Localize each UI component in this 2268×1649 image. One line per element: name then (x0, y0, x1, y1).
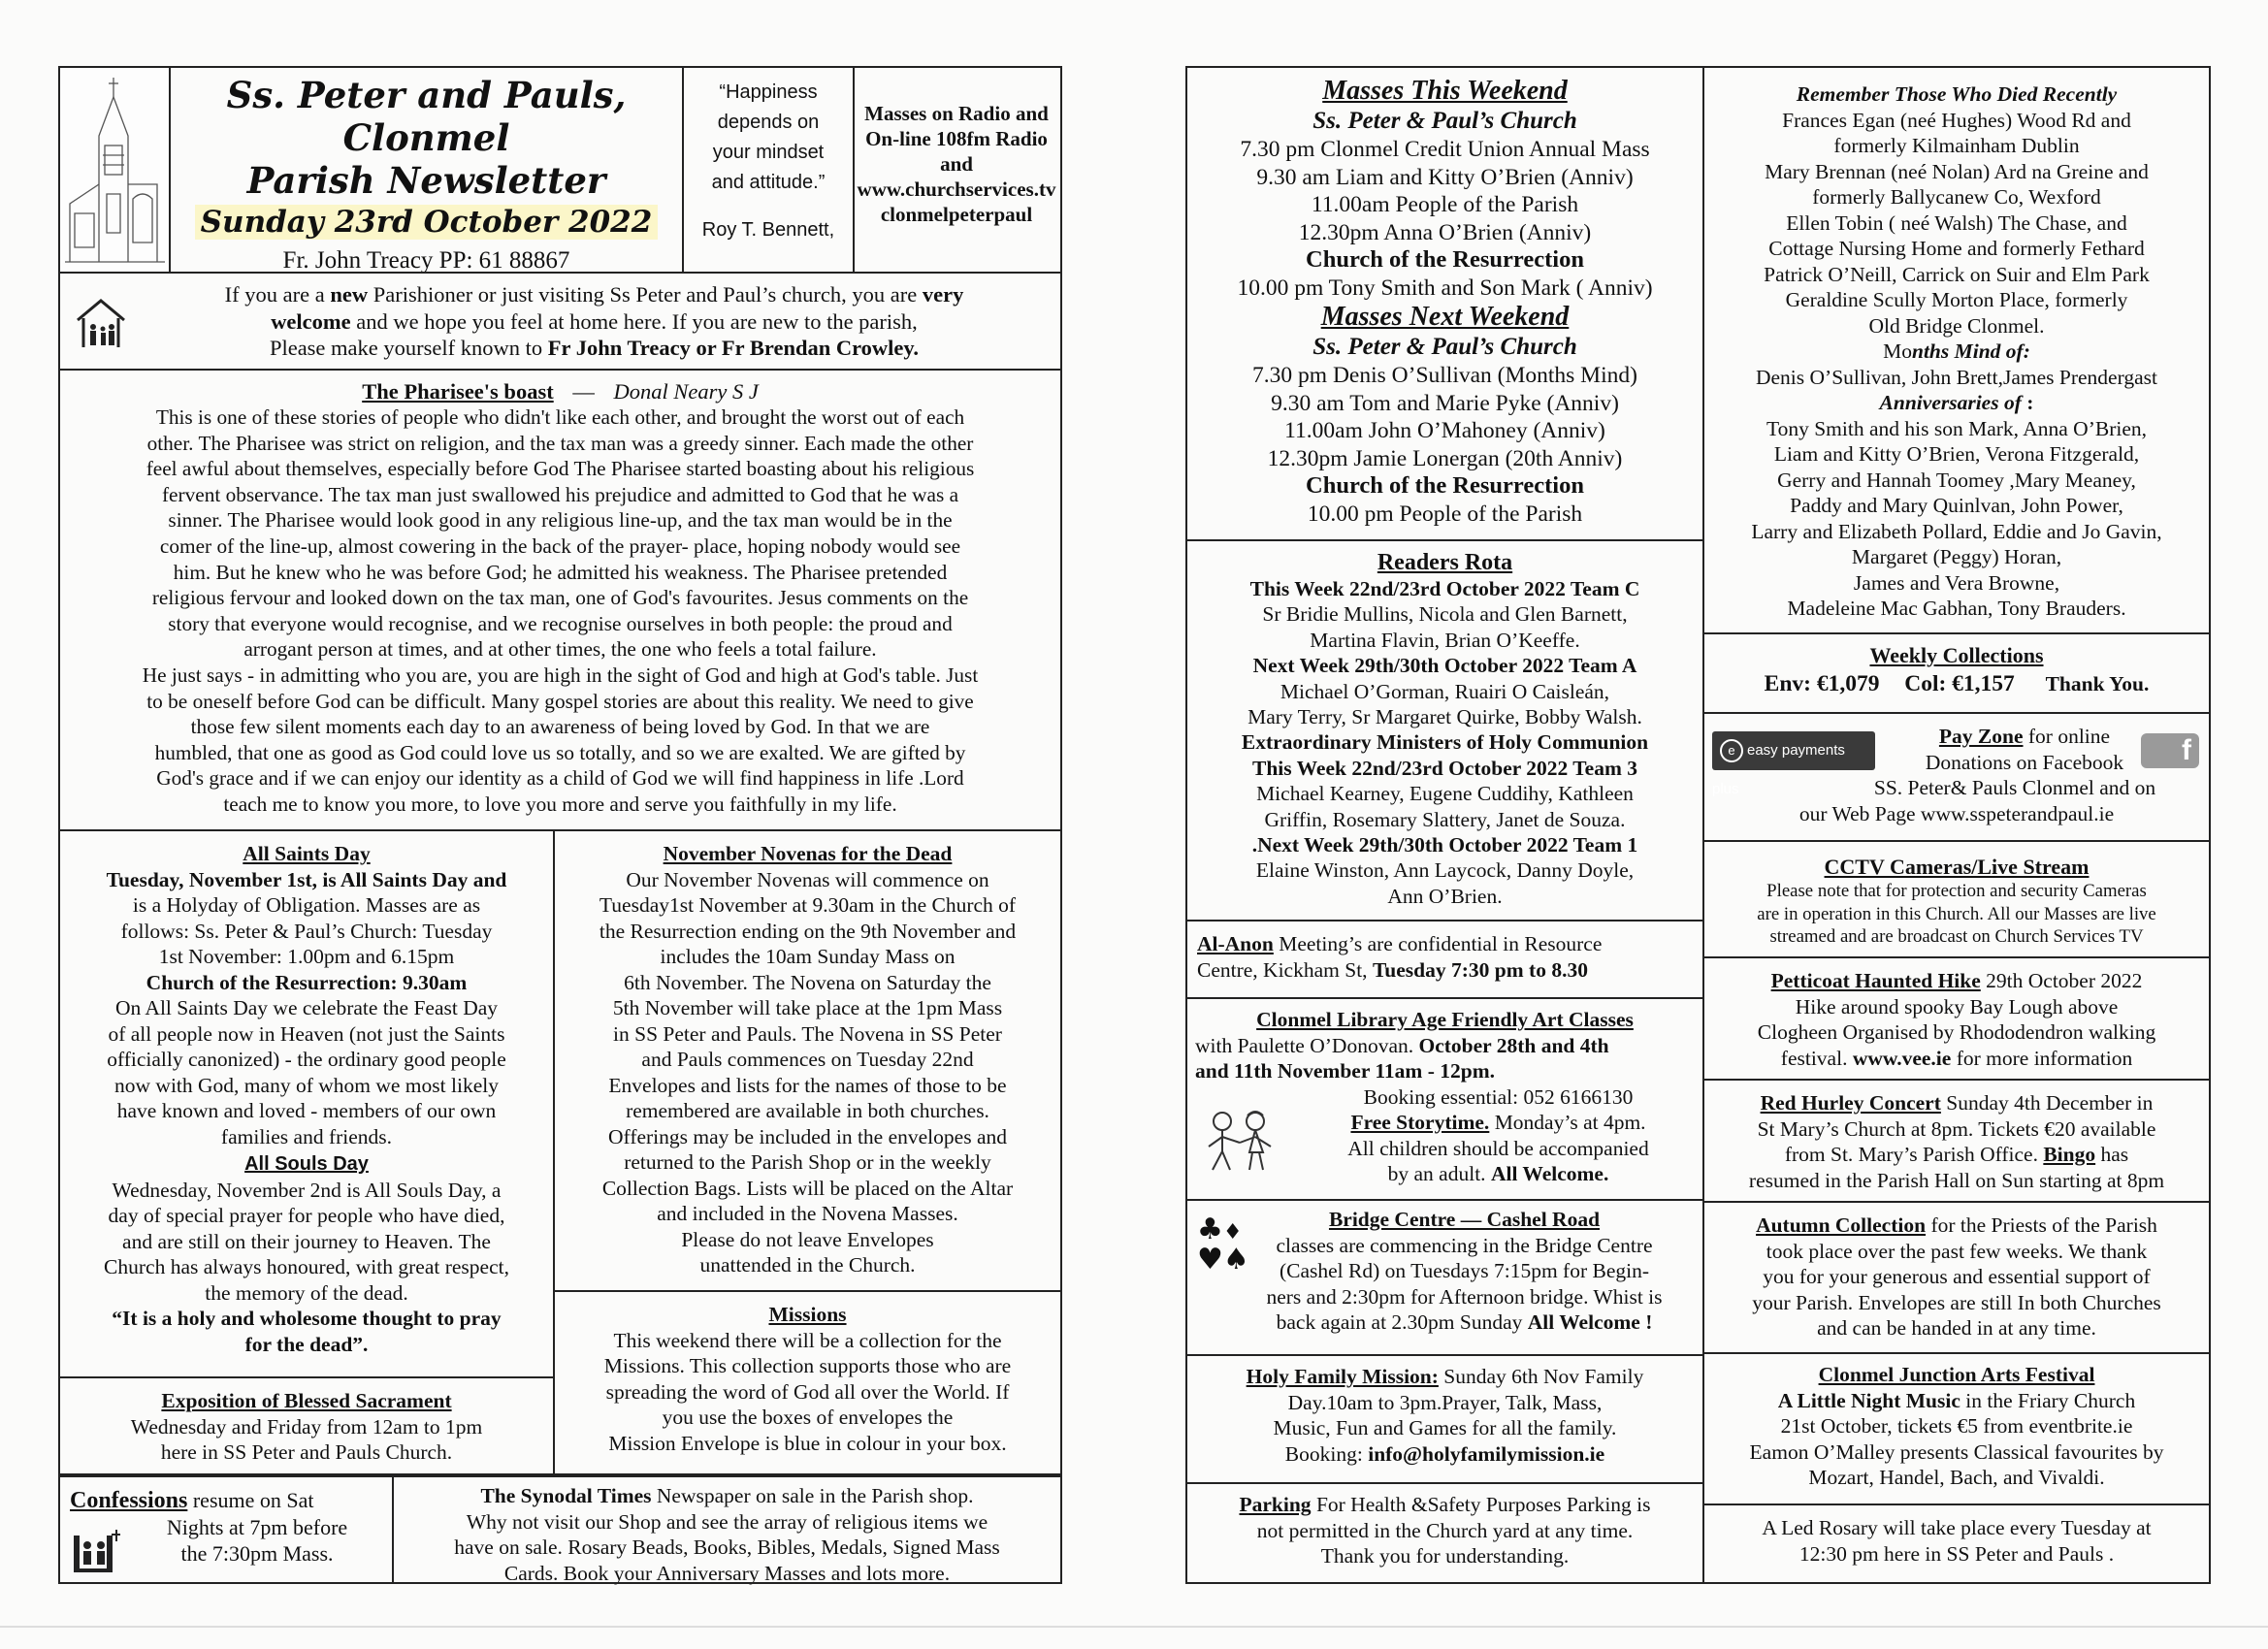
readers-line: Extraordinary Ministers of Holy Communion (1241, 730, 1649, 755)
article-line: fervent observance. The tax man just swallowed his prejudice and admitted to God that he was a (161, 482, 959, 506)
remember-line: Frances Egan (neé Hughes) Wood Rd and (1782, 108, 2131, 132)
novenas-line: Tuesday1st November at 9.30am in the Church of (599, 893, 1017, 917)
welcome-text-part: welcome (271, 308, 351, 334)
petticoat-text: 29th October 2022 (1980, 969, 2143, 992)
junction-title: Clonmel Junction Arts Festival (1818, 1363, 2095, 1386)
mass-line: 11.00am People of the Parish (1311, 192, 1579, 217)
payzone-website: our Web Page www.sspeterandpaul.ie (1798, 801, 2115, 825)
petticoat-box (1702, 956, 2211, 1081)
remember-line: Ellen Tobin ( neé Walsh) The Chase, and (1786, 210, 2127, 235)
missions-line: Missions. This collection supports those who are (603, 1354, 1012, 1377)
mass-line: 9.30 am Tom and Marie Pyke (Anniv) (1271, 390, 1619, 416)
church-name: Ss. Peter & Paul’s Church (1312, 334, 1577, 360)
radio-line: clonmelpeterpaul (880, 203, 1033, 226)
anniversary-line: Liam and Kitty O’Brien, Verona Fitzgerald, (1773, 442, 2140, 466)
masses-next-title: Masses Next Weekend (1320, 302, 1570, 332)
junction-text: Mozart, Handel, Bach, and Vivaldi. (1808, 1466, 2105, 1489)
mass-line: 7.30 pm Clonmel Credit Union Annual Mass (1240, 137, 1650, 162)
novenas-line: unattended in the Church. (699, 1253, 916, 1277)
cctv-line: streamed and are broadcast on Church Services TV (1769, 926, 2144, 947)
remember-box (1702, 66, 2211, 634)
diamond-icon: ♦ (1222, 1220, 1243, 1245)
petticoat-title: Petticoat Haunted Hike (1770, 969, 1981, 992)
collections-thanks: Thank You. (2045, 672, 2150, 695)
readers-line: This Week 22nd/23rd October 2022 Team 3 (1251, 756, 1637, 780)
all-souls-line: the memory of the dead. (205, 1280, 408, 1305)
novenas-line: 6th November. The Novena on Saturday the (624, 970, 991, 994)
exposition-title: Exposition of Blessed Sacrament (161, 1389, 452, 1412)
parking-text: not permitted in the Church yard at any time. (1256, 1518, 1634, 1542)
envelope-total: Env: €1,079 (1764, 671, 1880, 696)
petticoat-website: www.vee.ie (1852, 1046, 1952, 1070)
all-souls-line: Wednesday, November 2nd is All Souls Day, a (112, 1178, 502, 1202)
easy-payments-badge (1712, 731, 1875, 798)
church-illustration (60, 68, 171, 272)
article-body (60, 404, 1060, 818)
cctv-line: Please note that for protection and security Cameras (1766, 881, 2147, 901)
quote-author: Roy T. Bennett, (701, 219, 835, 241)
article-line: This is one of these stories of people who didn't like each other, and brought the worst out of each (155, 405, 965, 429)
parking-title: Parking (1239, 1493, 1312, 1516)
junction-text: Eamon O’Malley presents Classical favourites by (1749, 1439, 2164, 1464)
readers-line: Michael Kearney, Eugene Cuddihy, Kathleen (1256, 782, 1634, 806)
all-souls-line: and are still on their journey to Heaven. The (122, 1229, 491, 1253)
payzone-box (1702, 712, 2211, 842)
mass-line: 10.00 pm Tony Smith and Son Mark ( Anniv) (1237, 275, 1653, 301)
contact-pp: Fr. John Treacy PP: 61 88867 (282, 247, 570, 274)
article-line: He just says - in admitting who you are, you are high in the sight of God and high at God's table. Just (142, 663, 979, 687)
readers-line: Martina Flavin, Brian O’Keeffe. (1310, 628, 1580, 652)
quote-area (684, 68, 855, 272)
collections-box (1702, 632, 2211, 714)
children-icon (1201, 1108, 1279, 1176)
autumn-text: took place over the past few weeks. We thank (1766, 1239, 2148, 1263)
library-text: Booking essential: 052 6166130 (1363, 1084, 1634, 1109)
hurley-text: St Mary’s Church at 8pm. Tickets €20 available (1757, 1116, 2156, 1141)
confessions-text: Nights at 7pm before (166, 1515, 348, 1539)
bridge-box (1185, 1199, 1704, 1356)
novenas-line: Offerings may be included in the envelopes and (608, 1124, 1007, 1148)
scan-edge (0, 1626, 2268, 1628)
readers-line: Elaine Winston, Ann Laycock, Danny Doyle, (1255, 858, 1635, 883)
readers-line: Next Week 29th/30th October 2022 Team A (1252, 654, 1637, 678)
facebook-icon: f (2141, 733, 2199, 768)
payzone-text: SS. Peter& Pauls Clonmel and on (1873, 776, 2156, 799)
library-title: Clonmel Library Age Friendly Art Classes (1256, 1008, 1634, 1031)
radio-info (855, 68, 1058, 272)
title-dash: — (572, 379, 595, 404)
parish-title-area (171, 68, 684, 272)
radio-line: Masses on Radio and (864, 102, 1049, 125)
quote-line: your mindset (712, 142, 825, 163)
welcome-text-part: Please make yourself known to (269, 336, 548, 360)
holy-family-text: Music, Fun and Games for all the family. (1273, 1416, 1617, 1439)
novenas-line: returned to the Parish Shop or in the weekly (624, 1150, 991, 1174)
exposition-box (58, 1376, 555, 1475)
all-saints-line: 1st November: 1.00pm and 6.15pm (158, 945, 455, 968)
library-welcome: All Welcome. (1490, 1162, 1609, 1185)
welcome-text-part: If you are a (224, 282, 331, 307)
anniversary-line: James and Vera Browne, (1853, 570, 2060, 595)
article-line: feel awful about themselves, especially before God The Pharisee started boasting about his religious (146, 457, 975, 481)
missions-title: Missions (768, 1303, 847, 1326)
junction-text: 21st October, tickets €5 from eventbrite.ie (1780, 1414, 2133, 1438)
months-mind-title: nths Mind of: (1912, 340, 2030, 363)
quote-line: and attitude.” (711, 172, 826, 193)
hurley-text: Sunday 4th December in (1940, 1091, 2154, 1115)
easy-payments-label: easy payments plus (1712, 742, 1845, 798)
header-block (58, 66, 1062, 274)
all-saints-title: All Saints Day (243, 842, 371, 865)
al-anon-title: Al-Anon (1197, 932, 1274, 955)
hurley-box (1702, 1079, 2211, 1203)
article-line: sinner. The Pharisee would look good in any religious line-up, and the tax man would be in the (168, 508, 953, 533)
cctv-box (1702, 840, 2211, 958)
al-anon-text: Meeting’s are confidential in Resource (1273, 932, 1603, 955)
mass-line: 7.30 pm Denis O’Sullivan (Months Mind) (1252, 363, 1637, 388)
mass-line: 12.30pm Jamie Lonergan (20th Anniv) (1267, 445, 1623, 471)
newsletter-title: Parish Newsletter (246, 159, 606, 202)
novenas-line: and Pauls commences on Tuesday 22nd (641, 1048, 974, 1071)
petticoat-text: festival. (1780, 1046, 1853, 1070)
bridge-welcome: All Welcome ! (1527, 1310, 1653, 1334)
autumn-text: and can be handed in at any time. (1817, 1316, 2096, 1340)
al-anon-text: Centre, Kickham St, (1197, 958, 1373, 982)
novenas-line: Envelopes and lists for the names of those to be (608, 1073, 1007, 1097)
holy-family-box (1185, 1354, 1704, 1484)
anniversary-line: Tony Smith and his son Mark, Anna O’Brien, (1766, 416, 2148, 440)
months-mind-title: Mo (1883, 340, 1912, 363)
confessions-box (58, 1475, 394, 1584)
collections-title: Weekly Collections (1869, 643, 2044, 667)
library-dates: and 11th November 11am - 12pm. (1195, 1059, 1495, 1083)
anniversary-line: Margaret (Peggy) Horan, (1851, 545, 2062, 568)
anniversary-line: Gerry and Hannah Toomey ,Mary Meaney, (1777, 468, 2136, 492)
novenas-box (553, 829, 1062, 1292)
readers-title: Readers Rota (1377, 550, 1513, 575)
welcome-text-part: and we hope you feel at home here. If you are new to the parish, (350, 308, 918, 334)
all-souls-line: day of special prayer for people who have died, (108, 1204, 505, 1227)
synodal-text: Cards. Book your Anniversary Masses and lots more. (503, 1561, 951, 1585)
synodal-text: Newspaper on sale in the Parish shop. (651, 1484, 974, 1507)
bridge-line: (Cashel Rd) on Tuesdays 7:15pm for Begin- (1279, 1259, 1650, 1282)
bridge-line: classes are commencing in the Bridge Centre (1276, 1233, 1653, 1257)
article-line: arrogant person at times, and at other times, the one who feels a total failure. (243, 637, 877, 662)
all-saints-box (58, 829, 555, 1378)
anniversaries-title: Anniversaries of (1879, 391, 2022, 414)
readers-line: Ann O’Brien. (1387, 884, 1503, 908)
mass-line: 11.00am John O’Mahoney (Anniv) (1284, 418, 1605, 443)
confessions-text: the 7:30pm Mass. (180, 1541, 334, 1566)
holy-family-title: Holy Family Mission: (1246, 1365, 1439, 1388)
article-line: story that everyone would recognise, and we recognise ourselves in both people: the proud and (168, 611, 953, 635)
remember-line: Mary Brennan (neé Nolan) Ard na Greine and (1765, 159, 2149, 183)
bridge-line: back again at 2.30pm Sunday (1276, 1310, 1528, 1334)
readers-line: This Week 22nd/23rd October 2022 Team C (1249, 577, 1640, 600)
autumn-text: your Parish. Envelopes are still In both Churches (1752, 1290, 2161, 1314)
novenas-line: remembered are available in both churches. (626, 1099, 989, 1122)
autumn-text: for the Priests of the Parish (1926, 1213, 2157, 1237)
anniversaries-colon: : (2021, 391, 2034, 414)
spade-icon: ♠ (1222, 1243, 1249, 1277)
article-title: The Pharisee's boast (362, 379, 554, 404)
quote-line: depends on (717, 112, 820, 133)
article-line: to be oneself before God can be difficult. Many gospel stories are about this reality. We need to give (146, 689, 974, 713)
article-line: him. But he knew who he was before God; he admitted his weakness. The Pharisee pretended (173, 560, 948, 584)
remember-line: formerly Kilmainham Dublin (1833, 134, 2080, 157)
parking-text: Thank you for understanding. (1320, 1544, 1570, 1568)
article-author: Donal Neary S J (613, 379, 759, 404)
missions-line: Mission Envelope is blue in colour in your box. (608, 1431, 1007, 1455)
club-icon: ♣ (1197, 1212, 1223, 1246)
holy-family-text: Sunday 6th Nov Family (1438, 1365, 1644, 1388)
missions-box (553, 1290, 1062, 1475)
missions-line: you use the boxes of envelopes the (662, 1406, 954, 1429)
card-suits-icon (1197, 1212, 1249, 1277)
all-saints-line: of all people now in Heaven (not just the Saints (108, 1021, 505, 1046)
hurley-text: resumed in the Parish Hall on Sun starting at 8pm (1748, 1168, 2165, 1192)
welcome-text-part: Fr John Treacy or Fr Brendan Crowley. (547, 336, 920, 360)
heart-icon: ♥ (1197, 1243, 1223, 1277)
church-name: Church of the Resurrection (1306, 246, 1584, 273)
all-souls-title: All Souls Day (244, 1153, 369, 1175)
holy-family-email: info@holyfamilymission.ie (1368, 1441, 1605, 1466)
synodal-title: The Synodal Times (480, 1484, 652, 1507)
all-saints-line: is a Holyday of Obligation. Masses are as (132, 893, 481, 917)
novenas-line: Collection Bags. Lists will be placed on the Altar (601, 1176, 1014, 1200)
readers-line: .Next Week 29th/30th October 2022 Team 1 (1251, 833, 1638, 857)
all-saints-line: Church of the Resurrection: 9.30am (146, 970, 468, 994)
library-dates: October 28th and 4th (1418, 1033, 1609, 1057)
hurley-title: Red Hurley Concert (1760, 1091, 1941, 1115)
petticoat-text: Hike around spooky Bay Lough above (1795, 994, 2119, 1018)
article-line: comer of the line-up, almost cowering in the back of the prayer- place, hoping nobody would see (159, 534, 961, 558)
quote-line: “Happiness (719, 81, 818, 103)
bridge-line: ners and 2:30pm for Afternoon bridge. Whist is (1266, 1284, 1663, 1309)
cctv-title: CCTV Cameras/Live Stream (1824, 855, 2090, 879)
article-line: teach me to know you more, to love you more and serve you faithfully in my life. (223, 792, 897, 816)
bottom-rule-left (58, 1582, 1062, 1584)
all-saints-line: officially canonized) - the ordinary good people (107, 1048, 506, 1071)
newsletter-date: Sunday 23rd October 2022 (195, 205, 659, 240)
welcome-text-part: new (330, 282, 369, 307)
welcome-text-part: very (922, 282, 964, 307)
confessions-title: Confessions (70, 1488, 188, 1513)
storytime-title: Free Storytime. (1350, 1111, 1490, 1134)
missions-line: This weekend there will be a collection for the (613, 1328, 1002, 1352)
junction-text: in the Friary Church (1960, 1388, 2136, 1412)
parking-box (1185, 1482, 1704, 1584)
payzone-title: Pay Zone (1938, 725, 2024, 748)
article-line: those few silent moments each day to an awareness of being loved by God. In that we are (190, 715, 930, 739)
remember-line: formerly Ballycanew Co, Wexford (1812, 185, 2101, 209)
collection-total: Col: €1,157 (1904, 671, 2015, 696)
anniversary-line: Larry and Elizabeth Pollard, Eddie and Jo Gavin, (1751, 519, 2162, 543)
welcome-text (138, 281, 1051, 362)
novenas-line: Please do not leave Envelopes (681, 1227, 934, 1251)
mass-line: 9.30 am Liam and Kitty O’Brien (Anniv) (1256, 164, 1634, 190)
novenas-line: and included in the Novena Masses. (657, 1202, 958, 1225)
all-saints-line: families and friends. (220, 1124, 393, 1148)
readers-line: Griffin, Rosemary Slattery, Janet de Souza. (1264, 807, 1626, 831)
missions-line: spreading the word of God all over the World. If (605, 1379, 1010, 1404)
church-name: Ss. Peter & Paul’s Church (1312, 108, 1577, 134)
novenas-line: the Resurrection ending on the 9th November and (599, 919, 1017, 943)
holy-family-text: Day.10am to 3pm.Prayer, Talk, Mass, (1287, 1390, 1603, 1414)
church-name: Church of the Resurrection (1306, 472, 1584, 499)
radio-line: On-line 108fm Radio (865, 127, 1048, 150)
months-mind-line: Denis O’Sullivan, John Brett,James Prendergast (1755, 365, 2158, 389)
al-anon-time: Tuesday 7:30 pm to 8.30 (1372, 958, 1588, 982)
petticoat-text: Clogheen Organised by Rhododendron walking (1757, 1020, 2156, 1044)
synodal-text: have on sale. Rosary Beads, Books, Bibles, Medals, Signed Mass (454, 1536, 1000, 1559)
synodal-times (394, 1475, 1062, 1584)
all-saints-line: follows: Ss. Peter & Paul’s Church: Tuesday (120, 919, 493, 943)
payzone-text: for online (2023, 725, 2111, 748)
library-text: with Paulette O’Donovan. (1195, 1033, 1419, 1057)
confession-icon (72, 1526, 120, 1574)
anniversary-line: Madeleine Mac Gabhan, Tony Brauders. (1787, 597, 2126, 620)
library-box (1185, 997, 1704, 1201)
readers-rota-box (1185, 539, 1704, 922)
readers-line: Mary Terry, Sr Margaret Quirke, Bobby Walsh. (1247, 705, 1642, 729)
easy-payments-icon: e (1720, 739, 1743, 762)
al-anon-box (1185, 920, 1704, 999)
autumn-title: Autumn Collection (1756, 1213, 1927, 1237)
rosary-text: 12:30 pm here in SS Peter and Pauls . (1798, 1541, 2115, 1566)
masses-box (1185, 66, 1704, 541)
radio-line: and (940, 152, 973, 176)
junction-event: A Little Night Music (1777, 1388, 1960, 1412)
article-line: other. The Pharisee was strict on religion, and the tax man was a greedy sinner. Each made the other (146, 431, 974, 455)
article-line: God's grace and if we can enjoy our identity as a child of God we will find happiness in life .Lord (156, 766, 964, 791)
novenas-line: includes the 10am Sunday Mass on (660, 945, 956, 968)
radio-line: www.churchservices.tv (857, 178, 1056, 201)
all-saints-line: have known and loved - members of our own (116, 1099, 497, 1122)
masses-title: Masses This Weekend (1322, 76, 1568, 106)
remember-line: Patrick O’Neill, Carrick on Suir and Elm Park (1764, 262, 2150, 286)
welcome-box (58, 272, 1062, 371)
autumn-text: you for your generous and essential support of (1763, 1265, 2151, 1288)
remember-title: Remember Those Who Died Recently (1796, 82, 2118, 106)
confessions-text: resume on Sat (187, 1488, 314, 1512)
mass-line: 12.30pm Anna O’Brien (Anniv) (1298, 219, 1592, 245)
readers-line: Michael O’Gorman, Ruairi O Caisleán, (1280, 679, 1610, 703)
house-family-icon (74, 295, 128, 353)
rosary-text: A Led Rosary will take place every Tuesday at (1762, 1516, 2152, 1539)
rosary-box (1702, 1504, 2211, 1584)
synodal-text: Why not visit our Shop and see the array of religious items we (466, 1509, 988, 1534)
all-souls-line: Church has always honoured, with great respect, (104, 1255, 509, 1278)
petticoat-text: for more information (1951, 1046, 2133, 1070)
bridge-title: Bridge Centre — Cashel Road (1328, 1208, 1601, 1231)
parish-name: Ss. Peter and Pauls, Clonmel (226, 74, 627, 159)
readers-line: Sr Bridie Mullins, Nicola and Glen Barnett, (1262, 602, 1628, 627)
all-souls-line: “It is a holy and wholesome thought to pray (112, 1307, 502, 1330)
payzone-text: Donations on Facebook (1925, 750, 2124, 774)
hurley-text: has (2095, 1143, 2129, 1166)
all-saints-line: Tuesday, November 1st, is All Saints Day and (106, 867, 507, 891)
all-souls-line: for the dead”. (244, 1332, 369, 1356)
mass-line: 10.00 pm People of the Parish (1307, 501, 1583, 527)
novenas-title: November Novenas for the Dead (663, 842, 953, 865)
library-text: by an adult. (1387, 1162, 1491, 1185)
article-line: religious fervour and looked down on the tax man, one of God's favourites. Jesus comments on the (151, 586, 969, 610)
cctv-line: are in operation in this Church. All our Masses are live (1757, 903, 2156, 924)
remember-line: Old Bridge Clonmel. (1868, 313, 2045, 338)
junction-box (1702, 1352, 2211, 1505)
remember-line: Geraldine Scully Morton Place, formerly (1785, 288, 2128, 311)
pharisee-article (58, 369, 1062, 831)
bingo-title: Bingo (2043, 1143, 2096, 1166)
holy-family-text: Booking: (1284, 1441, 1369, 1466)
article-line: humbled, that one as good as God could love us so totally, and so we are exalted. We are gifted by (154, 740, 966, 764)
exposition-line: here in SS Peter and Pauls Church. (160, 1440, 453, 1464)
novenas-line: Our November Novenas will commence on (626, 867, 989, 891)
novenas-line: in SS Peter and Pauls. The Novena in SS Peter (613, 1021, 1002, 1046)
autumn-box (1702, 1201, 2211, 1354)
library-text: All children should be accompanied (1347, 1136, 1649, 1160)
library-text: Monday’s at 4pm. (1489, 1111, 1646, 1134)
anniversary-line: Paddy and Mary Quinlvan, John Power, (1790, 494, 2123, 517)
parking-text: For Health &Safety Purposes Parking is (1311, 1493, 1651, 1516)
exposition-line: Wednesday and Friday from 12am to 1pm (130, 1414, 483, 1439)
hurley-text: from St. Mary’s Parish Office. (1784, 1143, 2044, 1166)
all-saints-line: now with God, many of whom we most likely (114, 1073, 499, 1097)
all-saints-line: On All Saints Day we celebrate the Feast Day (114, 996, 499, 1019)
welcome-text-part: Parishioner or just visiting Ss Peter and Paul’s church, you are (368, 282, 923, 307)
remember-line: Cottage Nursing Home and formerly Fethard (1768, 237, 2145, 260)
novenas-line: 5th November will take place at the 1pm Mass (612, 996, 1003, 1019)
